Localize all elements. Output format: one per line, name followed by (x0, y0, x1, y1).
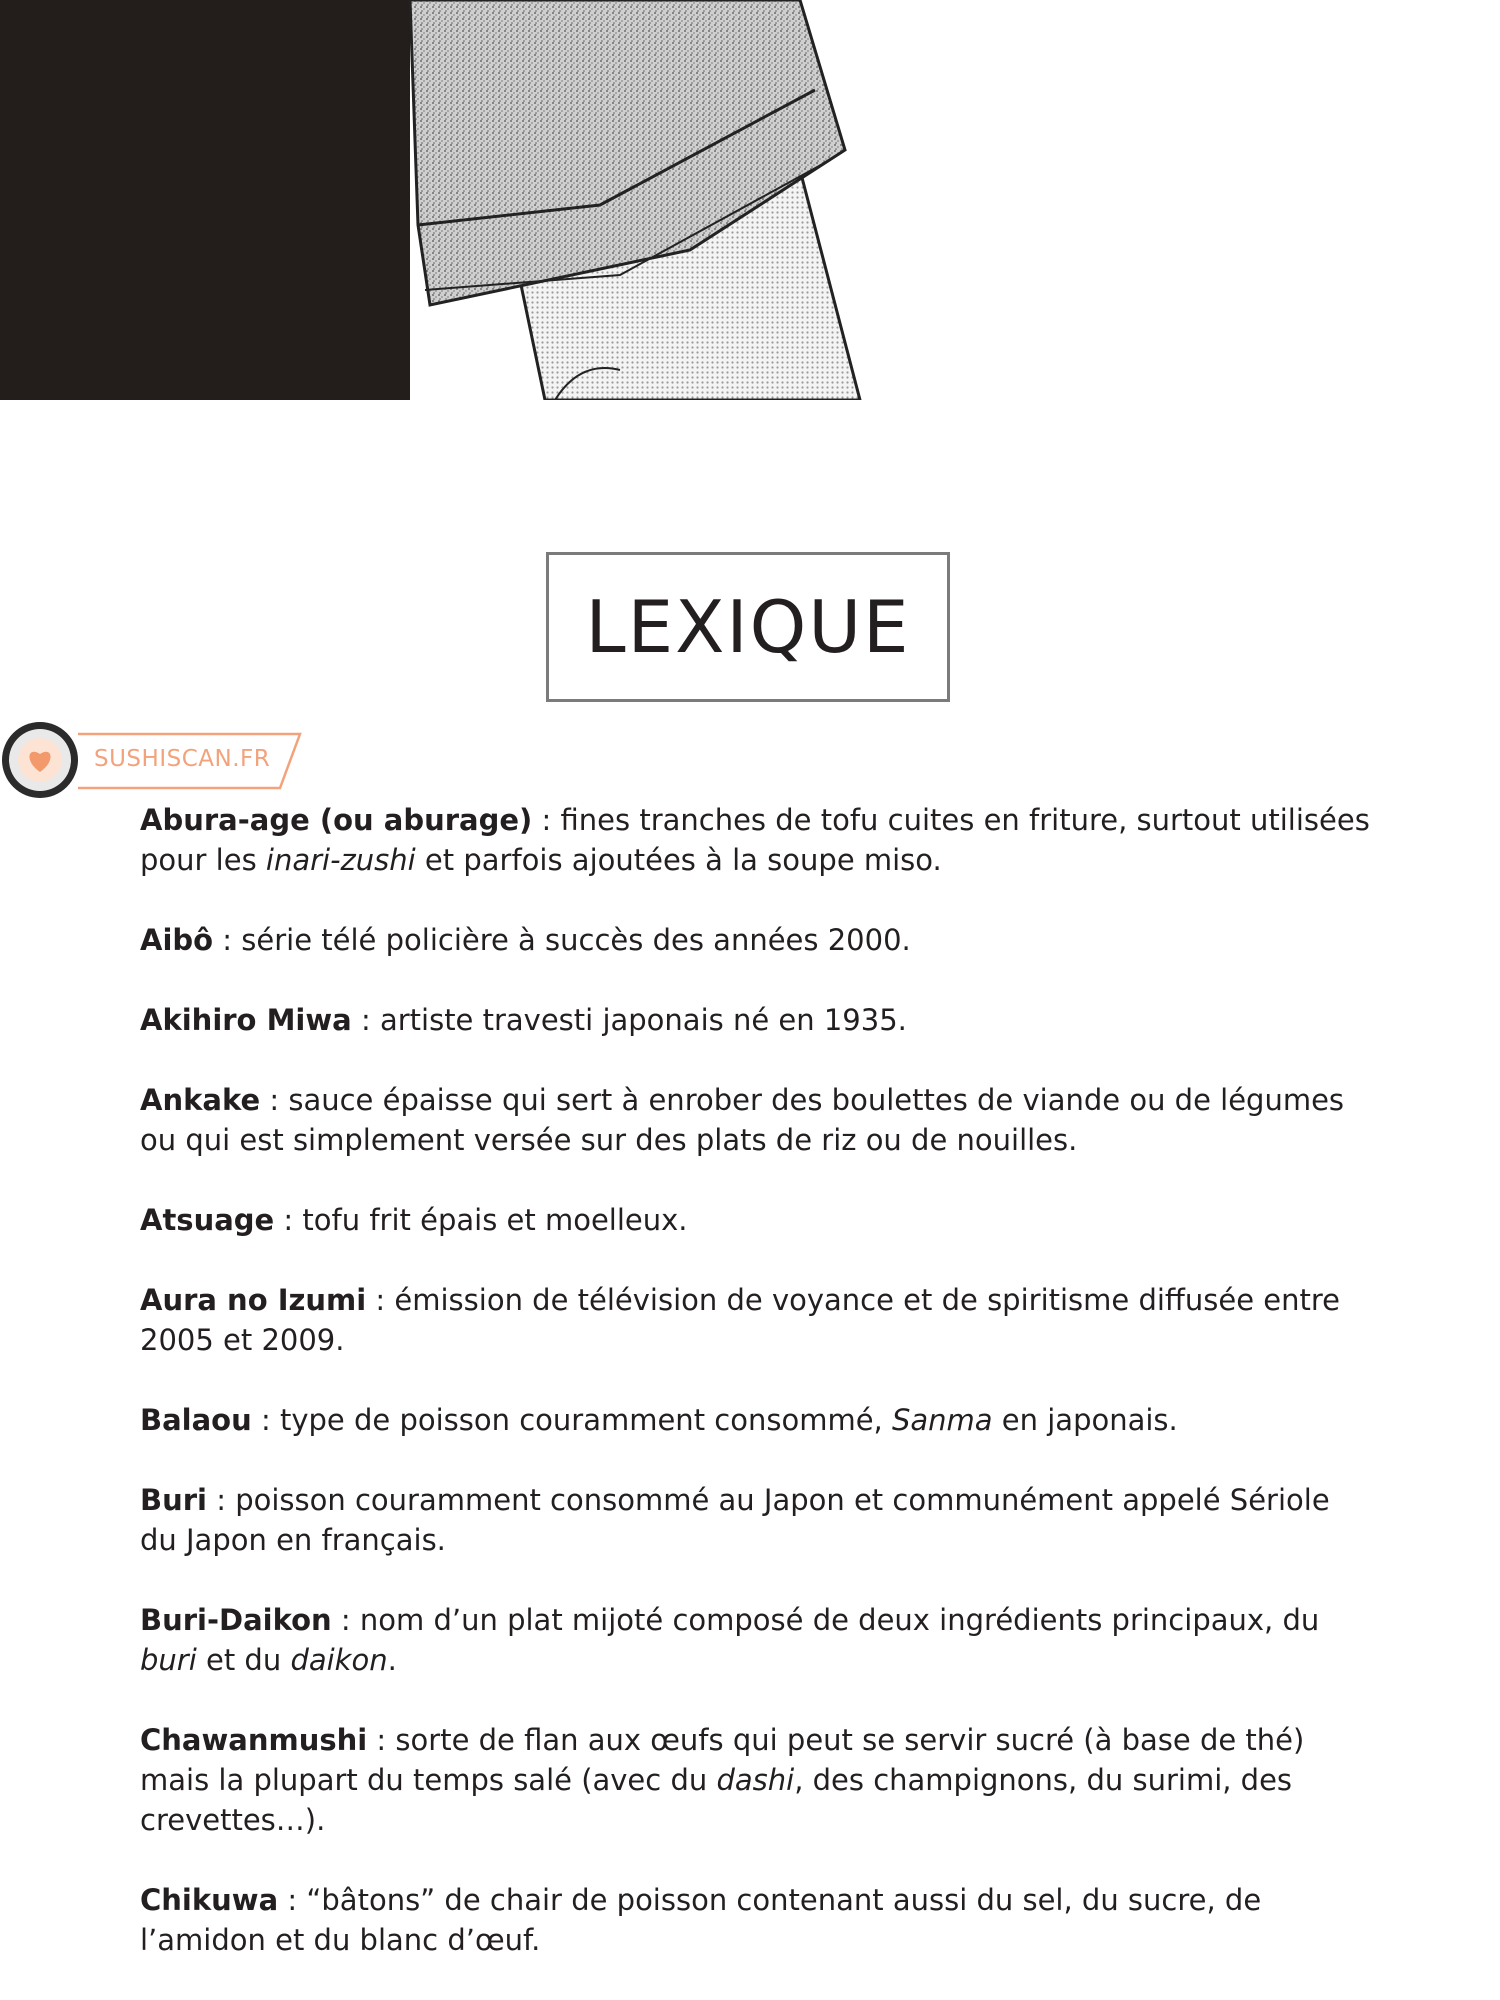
entry-text: : “bâtons” de chair de poisson contenant aussi du sel, du sucre, de l’amidon et du blanc d’œuf. (140, 1883, 1262, 1957)
entry-term: Buri-Daikon (140, 1603, 332, 1637)
entry-text: : poisson couramment consommé au Japon et communément appelé Sériole du Japon en français. (140, 1483, 1330, 1557)
entry-term: Aibô (140, 923, 214, 957)
entry-term: Balaou (140, 1403, 252, 1437)
entry-text: en japonais. (992, 1403, 1178, 1437)
glossary-entry (140, 1480, 1370, 1560)
entry-term: Buri (140, 1483, 207, 1517)
entry-text: et parfois ajoutées à la soupe miso. (415, 843, 942, 877)
entry-text-italic: daikon (290, 1643, 388, 1677)
entry-text: : série télé policière à succès des années 2000. (213, 923, 911, 957)
lexique-title-box (546, 552, 950, 702)
illustration-art (0, 0, 1500, 400)
glossary-entry (140, 920, 1370, 960)
entry-text-italic: buri (140, 1643, 197, 1677)
glossary-entry (140, 1720, 1370, 1840)
glossary-entry (140, 1200, 1370, 1240)
entry-text: : émission de télévision de voyance et de spiritisme diffusée entre 2005 et 2009. (140, 1283, 1341, 1357)
glossary-entry (140, 1080, 1370, 1160)
entry-term: Atsuage (140, 1203, 275, 1237)
entry-text: : artiste travesti japonais né en 1935. (351, 1003, 907, 1037)
entry-text: : type de poisson couramment consommé, (251, 1403, 892, 1437)
page-title: LEXIQUE (585, 585, 911, 669)
entry-text: . (387, 1643, 397, 1677)
entry-text-italic: dashi (716, 1763, 795, 1797)
watermark-badge (0, 718, 310, 802)
glossary-list (140, 800, 1370, 2000)
entry-text-italic: inari-zushi (265, 843, 416, 877)
watermark-text: SUSHISCAN.FR (94, 746, 271, 772)
glossary-entry (140, 1600, 1370, 1680)
entry-term: Aura no Izumi (140, 1283, 367, 1317)
entry-text-italic: Sanma (891, 1403, 993, 1437)
entry-text: : sorte de flan aux œufs qui peut se servir sucré (à base de thé) mais la plupart du temps salé (avec du (140, 1723, 1305, 1797)
manga-illustration (0, 0, 1500, 400)
entry-text: : fines tranches de tofu cuites en friture, surtout utilisées pour les (140, 803, 1370, 877)
entry-text: : sauce épaisse qui sert à enrober des boulettes de viande ou de légumes ou qui est simplement versée sur des plats de riz ou de nouilles. (140, 1083, 1345, 1157)
glossary-entry (140, 1000, 1370, 1040)
glossary-entry (140, 1280, 1370, 1360)
entry-text: : nom d’un plat mijoté composé de deux ingrédients principaux, du (331, 1603, 1320, 1637)
entry-term: Ankake (140, 1083, 261, 1117)
entry-text: et du (196, 1643, 291, 1677)
glossary-entry (140, 1880, 1370, 1960)
entry-text: , des champignons, du surimi, des crevettes…). (140, 1763, 1293, 1837)
entry-term: Akihiro Miwa (140, 1003, 352, 1037)
entry-term: Chikuwa (140, 1883, 279, 1917)
entry-term: Chawanmushi (140, 1723, 368, 1757)
entry-term: Abura-age (ou aburage) (140, 803, 533, 837)
entry-text: : tofu frit épais et moelleux. (274, 1203, 688, 1237)
glossary-entry (140, 800, 1370, 880)
glossary-entry (140, 1400, 1370, 1440)
